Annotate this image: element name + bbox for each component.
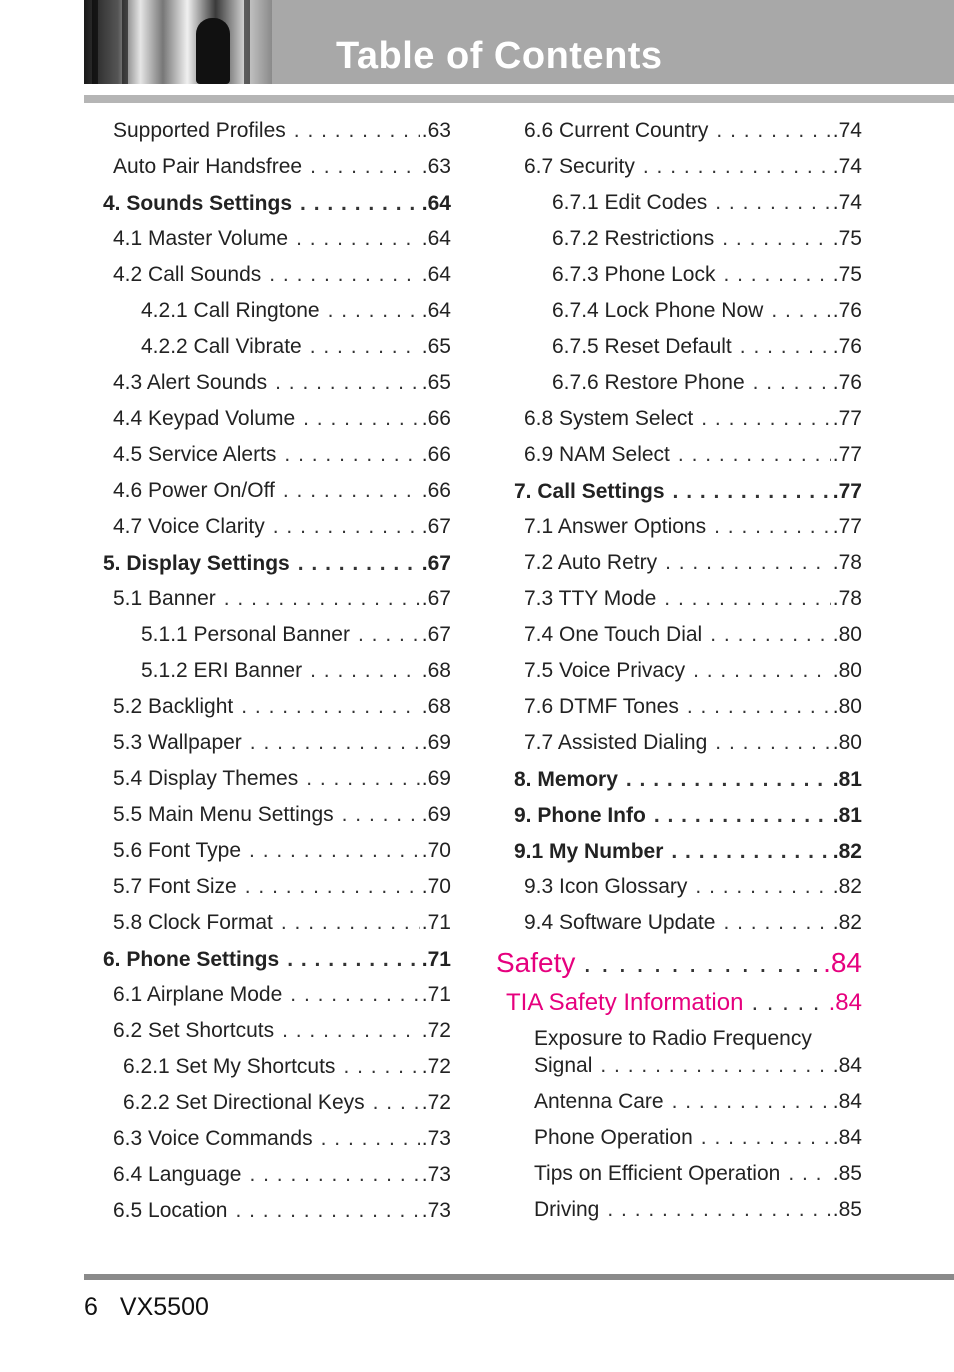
dot-leader: [678, 440, 831, 470]
toc-entry[interactable]: [113, 980, 451, 1010]
toc-entry[interactable]: [141, 296, 451, 326]
toc-entry[interactable]: [524, 872, 862, 902]
dot-leader: [671, 837, 830, 867]
dot-leader: [664, 584, 831, 614]
toc-entry-page: .85: [832, 1162, 862, 1185]
toc-entry-page: .74: [832, 155, 862, 178]
dot-leader: [343, 1052, 419, 1082]
toc-entry-page: .68: [421, 695, 451, 718]
toc-entry-page: .81: [832, 804, 862, 827]
toc-entry-label: Driving: [534, 1198, 600, 1221]
dot-leader: [290, 980, 420, 1010]
dot-leader: [753, 368, 831, 398]
toc-entry[interactable]: [113, 728, 451, 758]
toc-entry[interactable]: [113, 908, 451, 938]
photo-stripe: [244, 0, 250, 84]
toc-entry-page: .63: [421, 155, 451, 178]
toc-entry-page: .75: [832, 263, 862, 286]
dot-leader: [600, 1051, 830, 1081]
dot-leader: [310, 656, 420, 686]
dot-leader: [722, 224, 831, 254]
toc-entry-page: .82: [832, 875, 862, 898]
toc-entry-page: .84: [828, 989, 862, 1016]
toc-entry-page: .73: [421, 1163, 451, 1186]
toc-entry-label: 5.4 Display Themes: [113, 767, 299, 790]
toc-entry-page: .69: [421, 767, 451, 790]
toc-entry-label: 7.1 Answer Options: [524, 515, 707, 538]
toc-entry-label: 5.1.1 Personal Banner: [141, 623, 350, 646]
toc-entry-label-line1: Exposure to Radio Frequency: [534, 1027, 812, 1050]
dot-leader: [723, 908, 830, 938]
dot-leader: [771, 296, 830, 326]
toc-entry-page: .80: [832, 731, 862, 754]
toc-entry-label: 6.7.4 Lock Phone Now: [552, 299, 764, 322]
dot-leader: [714, 512, 831, 542]
dot-leader: [241, 692, 420, 722]
dot-leader: [715, 188, 831, 218]
dot-leader: [723, 260, 830, 290]
toc-entry-page: .76: [832, 371, 862, 394]
photo-stripe: [122, 0, 128, 84]
toc-entry-label: 4.2 Call Sounds: [113, 263, 262, 286]
toc-entry-label: 7.6 DTMF Tones: [524, 695, 679, 718]
toc-entry-label: 4.7 Voice Clarity: [113, 515, 265, 538]
dot-leader: [249, 1160, 419, 1190]
dot-leader: [693, 656, 831, 686]
toc-entry-page: .76: [832, 299, 862, 322]
footer: [84, 1293, 209, 1322]
dot-leader: [373, 1088, 420, 1118]
toc-entry[interactable]: [103, 945, 451, 975]
toc-entry-label: 5.8 Clock Format: [113, 911, 273, 934]
toc-entry-page: .64: [421, 192, 451, 215]
dot-leader: [654, 801, 831, 831]
toc-entry-label: 6.7.2 Restrictions: [552, 227, 715, 250]
toc-entry-label: 6.7 Security: [524, 155, 635, 178]
page-title: Table of Contents: [336, 35, 663, 77]
toc-entry-page: .72: [421, 1091, 451, 1114]
toc-entry[interactable]: [552, 332, 862, 362]
toc-entry-label: Auto Pair Handsfree: [113, 155, 303, 178]
dot-leader: [710, 620, 831, 650]
photo-stripe: [92, 0, 98, 84]
dot-leader: [282, 1016, 420, 1046]
toc-entry-page: .81: [832, 768, 862, 791]
toc-entry[interactable]: [534, 1051, 862, 1081]
toc-entry-page: .77: [832, 515, 862, 538]
toc-entry[interactable]: [506, 988, 862, 1018]
toc-entry-label: Safety: [496, 947, 576, 978]
toc-entry[interactable]: [524, 116, 862, 146]
toc-entry-label: 4.2.2 Call Vibrate: [141, 335, 302, 358]
toc-entry[interactable]: [524, 584, 862, 614]
toc-entry-label: 4.2.1 Call Ringtone: [141, 299, 320, 322]
toc-entry-page: .72: [421, 1019, 451, 1042]
dot-leader: [788, 1159, 830, 1189]
toc-entry-label: 4.5 Service Alerts: [113, 443, 277, 466]
dot-leader: [665, 548, 831, 578]
toc-entry[interactable]: [524, 548, 862, 578]
toc-entry-page: .78: [832, 551, 862, 574]
dot-leader: [298, 549, 420, 579]
toc-entry-label: 6. Phone Settings: [103, 948, 280, 971]
toc-entry[interactable]: [113, 368, 451, 398]
toc-entry-page: .73: [421, 1127, 451, 1150]
toc-entry-page: .85: [832, 1198, 862, 1221]
toc-entry-label: 6.2 Set Shortcuts: [113, 1019, 275, 1042]
toc-entry-label: 4.6 Power On/Off: [113, 479, 275, 502]
toc-entry[interactable]: [113, 764, 451, 794]
toc-entry[interactable]: [113, 584, 451, 614]
toc-entry[interactable]: [524, 440, 862, 470]
toc-entry-label: TIA Safety Information: [506, 989, 744, 1016]
toc-entry-label: 6.6 Current Country: [524, 119, 709, 142]
toc-entry-label: 5.7 Font Size: [113, 875, 237, 898]
dot-leader: [751, 988, 826, 1018]
toc-entry-page: .67: [421, 552, 451, 575]
toc-entry[interactable]: [113, 872, 451, 902]
toc-entry-page: .73: [421, 1199, 451, 1222]
toc-entry-label: 6.2.1 Set My Shortcuts: [123, 1055, 336, 1078]
toc-entry[interactable]: [141, 620, 451, 650]
toc-entry-label: 4.4 Keypad Volume: [113, 407, 296, 430]
toc-entry-label: 6.1 Airplane Mode: [113, 983, 283, 1006]
footer-divider: [84, 1274, 954, 1280]
toc-entry[interactable]: [113, 152, 451, 182]
toc-entry-page: .70: [421, 875, 451, 898]
toc-entry-label: 6.4 Language: [113, 1163, 242, 1186]
header-divider: [84, 95, 954, 103]
toc-entry-page: .80: [832, 695, 862, 718]
toc-entry-label: Phone Operation: [534, 1126, 693, 1149]
toc-entry-page: .65: [421, 335, 451, 358]
dot-leader: [321, 1124, 420, 1154]
toc-entry[interactable]: [113, 1124, 451, 1154]
toc-entry-label: 6.7.6 Restore Phone: [552, 371, 745, 394]
toc-entry-label: 5.1.2 ERI Banner: [141, 659, 303, 682]
toc-entry-page: .84: [832, 1054, 862, 1077]
toc-entry-page: .75: [832, 227, 862, 250]
toc-entry[interactable]: [534, 1195, 862, 1225]
toc-entry-label: Signal: [534, 1054, 593, 1077]
toc-entry-page: .67: [421, 587, 451, 610]
dot-leader: [250, 728, 420, 758]
toc-entry[interactable]: [514, 765, 862, 795]
toc-entry-page: .84: [823, 947, 862, 978]
dot-leader: [673, 477, 831, 507]
toc-entry-label: 7.2 Auto Retry: [524, 551, 658, 574]
toc-entry[interactable]: [552, 224, 862, 254]
toc-entry-label: 5.1 Banner: [113, 587, 216, 610]
toc-entry-label: 9.4 Software Update: [524, 911, 716, 934]
toc-entry-label: 9. Phone Info: [514, 804, 646, 827]
dot-leader: [224, 584, 420, 614]
dot-leader: [287, 945, 420, 975]
toc-entry-label: 5.6 Font Type: [113, 839, 242, 862]
photo-figure: [196, 18, 230, 84]
dot-leader: [281, 908, 420, 938]
toc-entry-page: .71: [421, 948, 451, 971]
dot-leader: [695, 872, 830, 902]
toc-entry[interactable]: [141, 332, 451, 362]
dot-leader: [306, 764, 420, 794]
toc-entry-label: Tips on Efficient Operation: [534, 1162, 781, 1185]
toc-entry[interactable]: [113, 1160, 451, 1190]
toc-entry[interactable]: [524, 152, 862, 182]
toc-entry[interactable]: [113, 836, 451, 866]
toc-entry-page: .69: [421, 803, 451, 826]
toc-entry[interactable]: [524, 404, 862, 434]
toc-entry-label: 5.3 Wallpaper: [113, 731, 242, 754]
toc-entry[interactable]: [524, 692, 862, 722]
dot-leader: [687, 692, 831, 722]
model-name: VX5500: [119, 1293, 209, 1321]
toc-entry[interactable]: [141, 656, 451, 686]
toc-entry-label: 7.3 TTY Mode: [524, 587, 657, 610]
dot-leader: [358, 620, 420, 650]
toc-entry-page: .64: [421, 299, 451, 322]
toc-entry-label: 6.2.2 Set Directional Keys: [123, 1091, 365, 1114]
toc-entry-page: .68: [421, 659, 451, 682]
toc-entry[interactable]: [514, 801, 862, 831]
toc-entry[interactable]: [534, 1087, 862, 1117]
toc-entry-label: 6.9 NAM Select: [524, 443, 670, 466]
toc-entry-page: .64: [421, 227, 451, 250]
toc-entry-label: 7.7 Assisted Dialing: [524, 731, 708, 754]
dot-leader: [626, 765, 831, 795]
toc-entry[interactable]: [113, 1016, 451, 1046]
toc-entry[interactable]: [113, 440, 451, 470]
toc-entry-label: 5.2 Backlight: [113, 695, 234, 718]
dot-leader: [310, 332, 420, 362]
toc-entry[interactable]: [514, 477, 862, 507]
toc-entry-page: .65: [421, 371, 451, 394]
toc-entry-page: .74: [832, 191, 862, 214]
toc-entry-page: .76: [832, 335, 862, 358]
dot-leader: [701, 404, 831, 434]
toc-entry[interactable]: [552, 188, 862, 218]
dot-leader: [235, 1196, 419, 1226]
toc-entry[interactable]: [524, 656, 862, 686]
dot-leader: [296, 224, 420, 254]
dot-leader: [283, 476, 420, 506]
toc-entry-label: 7.4 One Touch Dial: [524, 623, 703, 646]
toc-entry-page: .74: [832, 119, 862, 142]
toc-entry-label: 5. Display Settings: [103, 552, 290, 575]
toc-entry-page: .77: [832, 443, 862, 466]
toc-entry-page: .72: [421, 1055, 451, 1078]
toc-entry-label: 4.1 Master Volume: [113, 227, 289, 250]
dot-leader: [245, 872, 420, 902]
toc-entry[interactable]: [524, 728, 862, 758]
toc-entry-page: .78: [832, 587, 862, 610]
toc-entry[interactable]: [534, 1123, 862, 1153]
toc-entry[interactable]: [552, 296, 862, 326]
toc-entry-label: 5.5 Main Menu Settings: [113, 803, 334, 826]
header-photo: [84, 0, 272, 84]
dot-leader: [643, 152, 831, 182]
toc-entry[interactable]: [113, 1196, 451, 1226]
toc-entry[interactable]: [113, 692, 451, 722]
toc-entry[interactable]: [103, 549, 451, 579]
toc-entry[interactable]: [524, 908, 862, 938]
toc-entry-page: .80: [832, 623, 862, 646]
dot-leader: [303, 404, 420, 434]
toc-entry-label: 6.5 Location: [113, 1199, 228, 1222]
toc-entry-page: .66: [421, 443, 451, 466]
toc-entry-page: .69: [421, 731, 451, 754]
toc-entry[interactable]: [123, 1052, 451, 1082]
toc-entry-label: 7. Call Settings: [514, 480, 665, 503]
dot-leader: [740, 332, 831, 362]
toc-entry[interactable]: [123, 1088, 451, 1118]
toc-entry-page: .77: [832, 407, 862, 430]
toc-entry-label: 4.3 Alert Sounds: [113, 371, 268, 394]
toc-entry-page: .80: [832, 659, 862, 682]
dot-leader: [701, 1123, 831, 1153]
toc-entry-label: 9.3 Icon Glossary: [524, 875, 688, 898]
toc-entry-label: 6.7.3 Phone Lock: [552, 263, 716, 286]
toc-entry-label: 6.8 System Select: [524, 407, 694, 430]
toc-entry-label: 8. Memory: [514, 768, 618, 791]
toc-entry[interactable]: [524, 512, 862, 542]
dot-leader: [328, 296, 420, 326]
toc-entry-page: .71: [421, 911, 451, 934]
dot-leader: [249, 836, 420, 866]
dot-leader: [269, 260, 420, 290]
toc-entry-page: .84: [832, 1090, 862, 1113]
dot-leader: [300, 189, 420, 219]
toc-entry-page: .82: [832, 840, 862, 863]
dot-leader: [607, 1195, 830, 1225]
toc-entry-page: .70: [421, 839, 451, 862]
toc-entry[interactable]: [113, 476, 451, 506]
toc-entry-label: 4. Sounds Settings: [103, 192, 293, 215]
toc-entry-page: .64: [421, 263, 451, 286]
toc-entry-page: .66: [421, 479, 451, 502]
toc-entry-page: .77: [832, 480, 862, 503]
toc-entry-label: Supported Profiles: [113, 119, 286, 142]
dot-leader: [716, 116, 830, 146]
dot-leader: [310, 152, 420, 182]
toc-entry-page: .82: [832, 911, 862, 934]
toc-entry[interactable]: [496, 948, 862, 978]
toc-entry-page: .71: [421, 983, 451, 1006]
toc-entry-page: .66: [421, 407, 451, 430]
toc-entry[interactable]: [113, 260, 451, 290]
toc-entry[interactable]: [534, 1159, 862, 1189]
dot-leader: [294, 116, 420, 146]
toc-entry-label: 9.1 My Number: [514, 840, 664, 863]
toc-entry-label: 6.7.5 Reset Default: [552, 335, 732, 358]
toc-entry-page: .67: [421, 515, 451, 538]
dot-leader: [342, 800, 420, 830]
toc-entry[interactable]: [103, 189, 451, 219]
toc-entry[interactable]: [113, 224, 451, 254]
dot-leader: [583, 948, 821, 978]
toc-entry-page: .67: [421, 623, 451, 646]
toc-entry[interactable]: [113, 512, 451, 542]
dot-leader: [273, 512, 420, 542]
toc-entry[interactable]: [113, 116, 451, 146]
dot-leader: [284, 440, 419, 470]
toc-entry-label: 7.5 Voice Privacy: [524, 659, 686, 682]
toc-entry[interactable]: [552, 260, 862, 290]
page-number: 6: [84, 1293, 98, 1321]
toc-entry[interactable]: [552, 368, 862, 398]
dot-leader: [275, 368, 420, 398]
toc-entry[interactable]: [113, 404, 451, 434]
toc-entry-page: .84: [832, 1126, 862, 1149]
toc-entry-label: 6.3 Voice Commands: [113, 1127, 313, 1150]
dot-leader: [715, 728, 831, 758]
toc-entry[interactable]: [524, 620, 862, 650]
dot-leader: [672, 1087, 831, 1117]
toc-entry-label: Antenna Care: [534, 1090, 664, 1113]
toc-entry-label: 6.7.1 Edit Codes: [552, 191, 708, 214]
toc-entry-page: .63: [421, 119, 451, 142]
toc-entry[interactable]: [514, 837, 862, 867]
toc-entry[interactable]: [113, 800, 451, 830]
